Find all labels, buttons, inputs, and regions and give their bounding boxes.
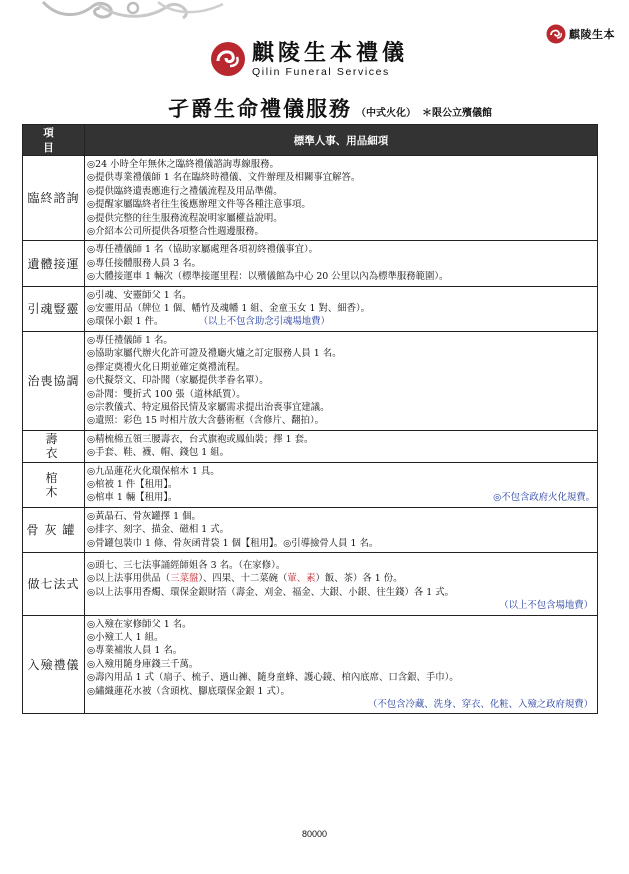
table-row	[23, 286, 598, 331]
floral-ornament-decoration	[38, 0, 228, 22]
header-item: 項 目	[23, 125, 85, 156]
brand-name-chinese: 麒陵生本禮儀	[252, 40, 409, 66]
list-item: ◎提供專業禮儀師 1 名在臨終時禮儀、文件辦理及相關事宜解答。	[87, 172, 361, 184]
list-item: ◎引魂、安靈師父 1 名。	[87, 289, 192, 301]
corner-brand-name: 麒陵生本	[569, 28, 615, 41]
exclusion-note: （以上不包含場地費）	[499, 600, 593, 612]
table-row	[23, 241, 598, 286]
table-row	[23, 615, 598, 714]
list-item: ◎專任禮儀師 1 名。	[87, 334, 173, 346]
list-item-text: ）、四果、十二菜碗（	[198, 573, 288, 585]
brand-emblem-icon	[210, 41, 246, 77]
list-item: ◎擇定奠禮火化日期並確定奠禮流程。	[87, 361, 246, 373]
brand-header	[210, 40, 408, 78]
highlight-text: 葷、素	[287, 573, 316, 585]
list-item: ◎宗教儀式、特定風俗民情及家屬需求提出治喪事宜建議。	[87, 401, 330, 413]
list-item-text: ◎環保小銀 1 件。	[87, 316, 164, 328]
list-item: ◎提供臨終遺喪應進行之禮儀流程及用品準備。	[87, 185, 283, 197]
table-row	[23, 552, 598, 615]
brand-emblem-icon	[546, 24, 566, 44]
row-category: 臨終諮詢	[23, 156, 85, 241]
highlight-text: 三菜盤	[170, 573, 199, 585]
row-category: 治喪協調	[23, 331, 85, 430]
list-item: ◎代擬祭文、印訃聞（家屬提供孝眷名單）。	[87, 375, 269, 387]
header-details: 標準人事、用品細項	[85, 125, 598, 156]
row-category: 引魂豎靈	[23, 286, 85, 331]
list-item	[87, 315, 595, 328]
list-item: ◎24 小時全年無休之臨終禮儀諮詢專線服務。	[87, 159, 279, 170]
row-category: 骨灰罐	[23, 507, 85, 552]
list-item: ◎協助家屬代辦火化許可證及禮廳火爐之訂定服務人員 1 名。	[87, 348, 342, 360]
exclusion-note: （不包含冷藏、洗身、穿衣、化粧、入殮之政府規費）	[367, 699, 593, 711]
list-item: ◎小殮工人 1 組。	[87, 632, 164, 643]
list-item: ◎九品蓮花火化環保棺木 1 具。	[87, 465, 220, 477]
brand-name-english: Qilin Funeral Services	[252, 66, 390, 78]
list-item: ◎專任禮儀師 1 名（協助家屬處理各項初終禮儀事宜）。	[87, 244, 319, 256]
table-row	[23, 430, 598, 462]
title-main: 孑爵生命禮儀服務	[168, 96, 352, 121]
exclusion-note: ◎不包含政府火化規費。	[493, 492, 595, 504]
list-item: ◎遺照：彩色 15 吋相片放大含藝術框（含修片、翻拍）。	[87, 415, 325, 427]
list-item: ◎專任接體服務人員 3 名。	[87, 257, 201, 269]
list-item	[87, 491, 595, 504]
list-item: ◎手套、鞋、襪、帽、錢包 1 組。	[87, 447, 229, 459]
table-row	[23, 507, 598, 552]
title-subtitle: （中式火化）	[356, 108, 416, 119]
list-item: ◎提醒家屬臨終者往生後應辦理文件等各種注意事項。	[87, 199, 311, 211]
list-item: ◎黃晶石、骨灰罐擇 1 個。	[87, 510, 201, 522]
list-item: ◎介紹本公司所提供各項整合性週邊服務。	[87, 226, 264, 238]
list-item: ◎入殮在家修師父 1 名。	[87, 618, 192, 630]
table-header-row	[23, 125, 598, 156]
list-item-text: ）飯、茶）各 1 份。	[315, 573, 403, 585]
page-title	[168, 93, 492, 123]
row-category: 棺木	[23, 462, 85, 507]
row-category: 做七法式	[23, 552, 85, 615]
table-row	[23, 331, 598, 430]
list-item: ◎精梳棉五領三腰壽衣，台式旗袍或鳳仙裝；擇 1 套。	[87, 433, 314, 445]
list-item	[87, 572, 595, 585]
list-item: ◎繡織蓮花水被（含頭枕、腳底環保金銀 1 式）。	[87, 685, 290, 697]
list-item: ◎安靈用品（牌位 1 個、幡竹及魂幡 1 組、金童玉女 1 對、細香）。	[87, 303, 371, 315]
list-item: ◎大體接運車 1 輛次（標準接運里程：以殯儀館為中心 20 公里以內為標準服務範圍）。	[87, 271, 449, 283]
table-row	[23, 462, 598, 507]
list-item-text: ◎棺車 1 輛【租用】。	[87, 492, 178, 504]
list-item: ◎頭七、三七法事誦經師姐各 3 名。（在家修）。	[87, 559, 286, 571]
service-table	[22, 124, 598, 714]
list-item: ◎骨罐包裝巾 1 條、骨灰函背袋 1 個【租用】。◎引導撿骨人員 1 名。	[87, 537, 379, 549]
list-item-text: ◎以上法事用供品（	[87, 573, 171, 585]
table-row	[23, 156, 598, 241]
list-item: ◎排字、刻字、描金、磁相 1 式。	[87, 524, 229, 536]
corner-brand-logo	[546, 24, 615, 44]
list-item: ◎專業補妝人員 1 名。	[87, 645, 183, 657]
list-item: ◎入殮用隨身庫錢三千萬。	[87, 658, 199, 670]
row-category: 遺體接運	[23, 241, 85, 286]
list-item: ◎提供完整的往生服務流程說明家屬權益說明。	[87, 212, 283, 224]
list-item: ◎棺被 1 件【租用】。	[87, 478, 178, 490]
list-item: ◎壽內用品 1 式（扇子、梳子、過山褲、隨身童蜂、護心鏡、棺內底席、口含銀、手巾）。	[87, 672, 459, 684]
row-category: 入殮禮儀	[23, 615, 85, 714]
package-price: 80000	[301, 829, 328, 839]
list-item: ◎訃聞：雙折式 100 張（道林紙質）。	[87, 388, 246, 400]
title-note: ＊限公立殯儀館	[422, 108, 492, 119]
list-item: ◎以上法事用香燭、環保金銀財箔（壽金、刈金、福金、大銀、小銀、往生錢）各 1 式。	[87, 586, 454, 598]
row-category: 壽衣	[23, 430, 85, 462]
exclusion-note: （以上不包含助念引魂場地費）	[203, 316, 330, 328]
